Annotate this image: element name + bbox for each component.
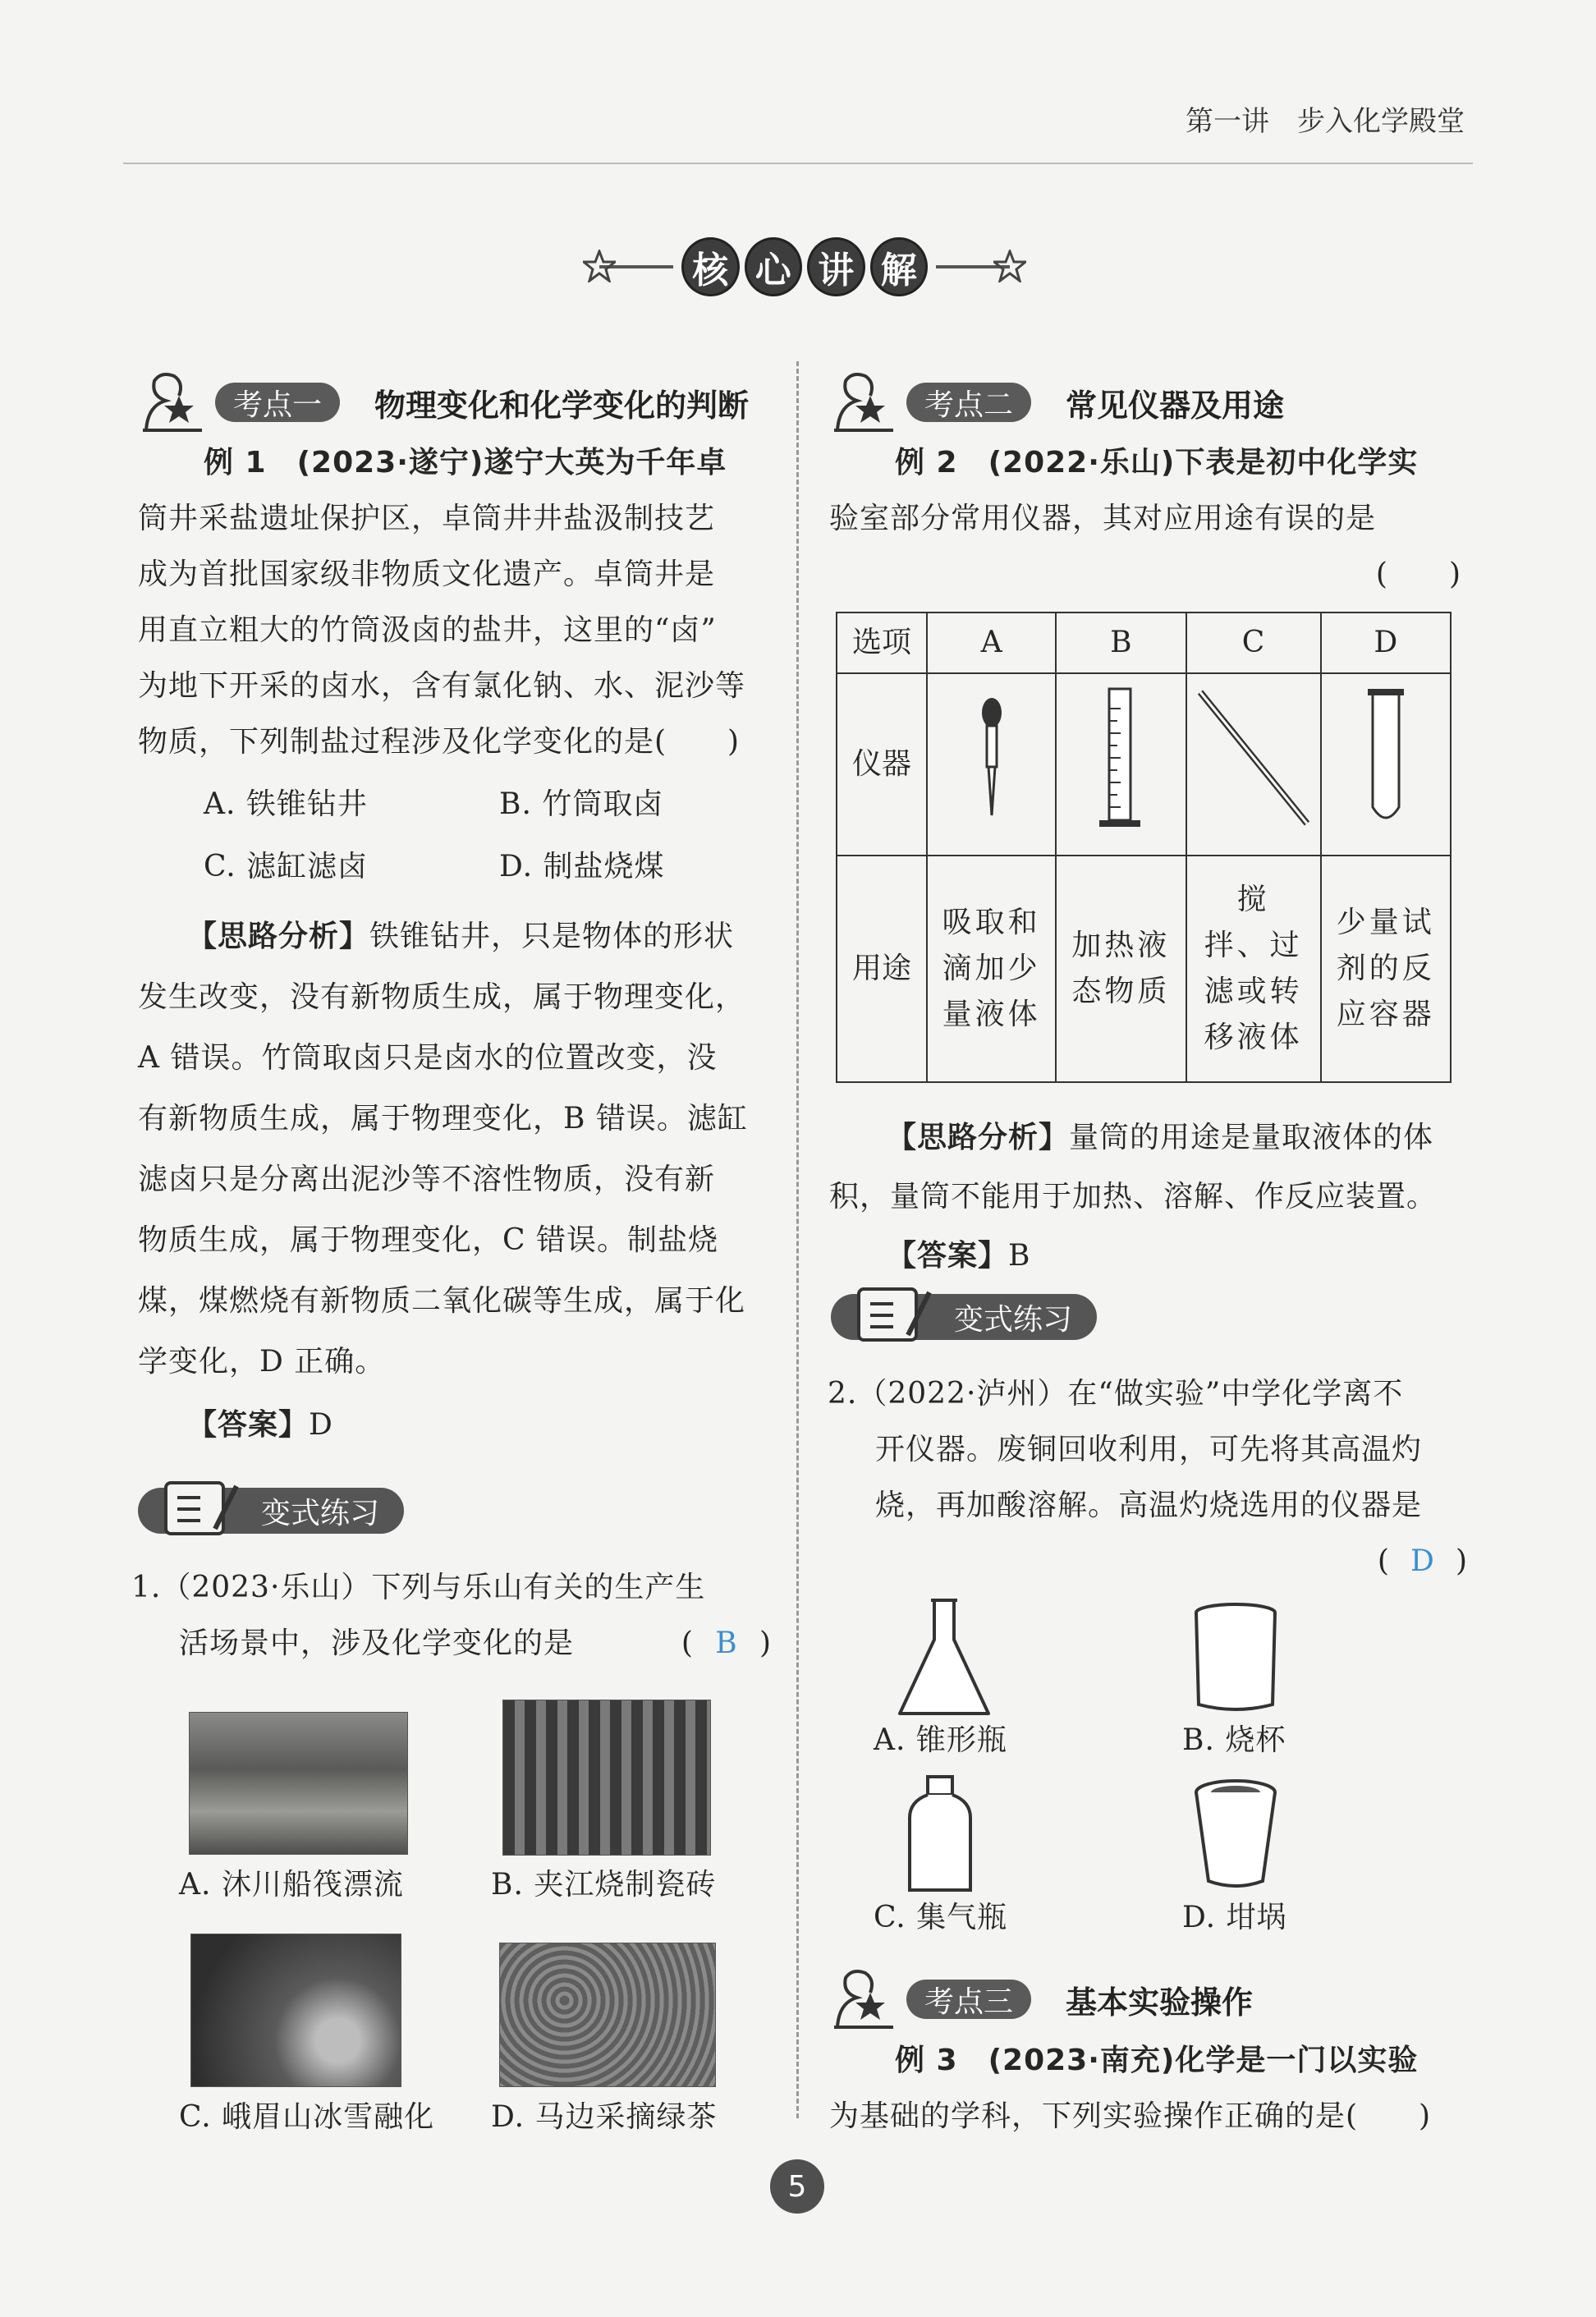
practice-bar	[138, 1488, 404, 1534]
star-icon	[993, 250, 1026, 282]
analysis-text: 铁锥钻井，只是物体的形状	[369, 920, 735, 953]
example-line: 筒井采盐遗址保护区，卓筒井井盐汲制技艺	[138, 502, 716, 535]
question-1	[131, 1560, 772, 1672]
q1-option: B. 夹江烧制瓷砖	[491, 1868, 717, 1902]
person-star-icon	[829, 371, 895, 434]
answer-paren	[828, 1534, 1468, 1590]
analysis-line: 煤，煤燃烧有新物质二氧化碳等生成，属于化	[138, 1284, 746, 1318]
banner-char: 心	[745, 237, 803, 296]
photo-rafting	[189, 1712, 408, 1855]
column-divider	[796, 361, 799, 2118]
q2-option: C. 集气瓶	[874, 1901, 1008, 1934]
dropper-cell	[927, 673, 1056, 856]
example-line: 为地下开采的卤水，含有氯化钠、水、泥沙等	[138, 669, 746, 703]
example-line: 物质，下列制盐过程涉及化学变化的是( )	[138, 725, 741, 759]
example-line: 成为首批国家级非物质文化遗产。卓筒井是	[138, 557, 716, 591]
answer-line	[138, 1397, 770, 1453]
option: B. 竹筒取卤	[499, 787, 664, 821]
q2-option: B. 烧杯	[1182, 1723, 1286, 1757]
banner-char: 解	[870, 237, 929, 296]
page-number: 5	[770, 2159, 824, 2214]
topic-title: 常见仪器及用途	[1066, 387, 1285, 424]
example-line: 验室部分常用仪器，其对应用途有误的是	[829, 502, 1377, 535]
example-line: 用直立粗大的竹筒汲卤的盐井，这里的“卤”	[138, 613, 717, 647]
analysis-line: 发生改变，没有新物质生成，属于物理变化，	[138, 980, 746, 1014]
example-line	[829, 435, 1461, 491]
analysis-line: 物质生成，属于物理变化，C 错误。制盐烧	[138, 1223, 718, 1257]
cylinder-cell	[1056, 673, 1186, 856]
question-line: 1.（2023·乐山）下列与乐山有关的生产生	[131, 1571, 706, 1604]
analysis	[138, 906, 770, 1392]
table-row	[837, 673, 1451, 856]
banner-title	[681, 232, 928, 302]
topic-badge: 考点二	[906, 383, 1031, 422]
example-text: 例 1 (2023·遂宁)遂宁大英为千年卓	[204, 446, 727, 479]
gas-jar-icon	[903, 1773, 977, 1897]
topic-badge: 考点三	[906, 1980, 1031, 2019]
topic-heading-3	[829, 1966, 1253, 2032]
use-cell: 吸取和滴加少量液体	[927, 856, 1056, 1082]
banner-char: 核	[681, 237, 740, 296]
table-header-cell: B	[1056, 613, 1186, 673]
crucible-icon	[1190, 1778, 1281, 1893]
photo-snowmelt	[190, 1934, 401, 2087]
example-2-analysis	[829, 1108, 1461, 1286]
answer-value: D	[309, 1408, 333, 1442]
instrument-table	[836, 612, 1452, 1083]
practice-label: 变式练习	[954, 1302, 1073, 1337]
book-pencil-icon	[163, 1478, 253, 1539]
test-tube-cell	[1321, 673, 1451, 856]
table-header-cell: 选项	[837, 613, 927, 673]
photo-tea	[499, 1943, 716, 2087]
question-text: 活场景中，涉及化学变化的是	[179, 1626, 575, 1660]
paren-open: (	[681, 1626, 694, 1660]
answer-label: 【答案】	[887, 1239, 1009, 1273]
answer-paren	[681, 1616, 772, 1672]
topic-title: 物理变化和化学变化的判断	[374, 387, 750, 424]
header-rule	[123, 163, 1473, 164]
q2-option: A. 锥形瓶	[874, 1723, 1007, 1757]
options-row	[138, 777, 770, 833]
conical-flask-icon	[895, 1597, 993, 1720]
person-star-icon	[829, 1968, 895, 2030]
q1-option: C. 峨眉山冰雪融化	[179, 2100, 435, 2134]
practice-label: 变式练习	[261, 1496, 380, 1530]
question-2	[828, 1366, 1468, 1590]
q1-option: A. 沐川船筏漂流	[179, 1868, 404, 1902]
answer-line	[829, 1227, 1461, 1286]
analysis-line: 学变化，D 正确。	[138, 1345, 386, 1379]
options-row	[138, 839, 770, 895]
analysis-line: 滤卤只是分离出泥沙等不溶性物质，没有新	[138, 1163, 716, 1196]
analysis-text: 量筒的用途是量取液体的体	[1069, 1121, 1434, 1154]
table-header-cell: D	[1321, 613, 1451, 673]
example-line: 为基础的学科，下列实验操作正确的是( )	[829, 2099, 1432, 2133]
question-line: 烧，再加酸溶解。高温灼烧选用的仪器是	[875, 1489, 1423, 1522]
analysis-line: 有新物质生成，属于物理变化，B 错误。滤缸	[138, 1102, 748, 1136]
example-2	[829, 435, 1461, 603]
book-pencil-icon	[855, 1284, 946, 1345]
banner-char: 讲	[807, 237, 865, 296]
paren-close: )	[759, 1626, 772, 1660]
q2-option: D. 坩埚	[1182, 1901, 1287, 1934]
glass-rod-icon	[1192, 684, 1315, 832]
use-cell: 少量试剂的反应容器	[1321, 856, 1451, 1082]
dropper-icon	[975, 696, 1008, 819]
answer-paren: ( )	[1375, 557, 1461, 591]
example-text: 例 2 (2022·乐山)下表是初中化学实	[895, 446, 1419, 479]
graduated-cylinder-icon	[1096, 684, 1145, 832]
option: C. 滤缸滤卤	[204, 850, 369, 883]
practice-tag	[138, 1484, 404, 1537]
answer-value: B	[715, 1626, 738, 1660]
q1-option: D. 马边采摘绿茶	[491, 2100, 718, 2134]
example-1	[138, 435, 770, 1453]
answer-value: D	[1410, 1544, 1435, 1578]
table-row	[837, 856, 1451, 1082]
topic-badge: 考点一	[215, 383, 340, 422]
person-star-icon	[138, 371, 204, 434]
example-line	[829, 2033, 1470, 2089]
question-line	[131, 1616, 772, 1672]
section-banner	[583, 232, 1026, 305]
row-label: 仪器	[837, 673, 927, 856]
row-label: 用途	[837, 856, 927, 1082]
example-text: 例 3 (2023·南充)化学是一门以实验	[895, 2044, 1419, 2077]
analysis-line: 积，量筒不能用于加热、溶解、作反应装置。	[829, 1180, 1438, 1214]
topic-heading-1	[138, 369, 749, 435]
option: D. 制盐烧煤	[499, 850, 665, 883]
photo-tile-factory	[502, 1700, 711, 1856]
paren-open: (	[1377, 1544, 1390, 1578]
question-line: 开仪器。废铜回收利用，可先将其高温灼	[875, 1433, 1423, 1466]
analysis-label: 【思路分析】	[887, 1121, 1070, 1154]
use-cell: 加热液态物质	[1056, 856, 1186, 1082]
table-header-cell: C	[1186, 613, 1321, 673]
analysis-label: 【思路分析】	[187, 920, 370, 953]
table-row	[837, 613, 1451, 673]
paren-close: )	[1455, 1544, 1468, 1578]
beaker-icon	[1190, 1601, 1281, 1716]
test-tube-icon	[1361, 684, 1410, 832]
topic-title: 基本实验操作	[1066, 1984, 1254, 2021]
answer-value: B	[1008, 1239, 1031, 1273]
analysis-line: A 错误。竹筒取卤只是卤水的位置改变，没	[138, 1041, 718, 1075]
table-header-cell: A	[927, 613, 1056, 673]
option: A. 铁锥钻井	[204, 787, 368, 821]
practice-bar	[831, 1294, 1097, 1340]
question-line: 2.（2022·泸州）在“做实验”中学化学离不	[828, 1377, 1404, 1411]
example-3	[829, 2033, 1470, 2145]
use-cell: 搅 拌、过滤或转移液体	[1186, 856, 1321, 1082]
chapter-header: 第一讲 步入化学殿堂	[1186, 105, 1465, 138]
example-line	[138, 435, 770, 491]
answer-label: 【答案】	[187, 1408, 310, 1442]
topic-heading-2	[829, 369, 1284, 435]
star-icon	[583, 250, 616, 282]
practice-tag	[831, 1291, 1097, 1343]
glass-rod-cell	[1186, 673, 1321, 856]
